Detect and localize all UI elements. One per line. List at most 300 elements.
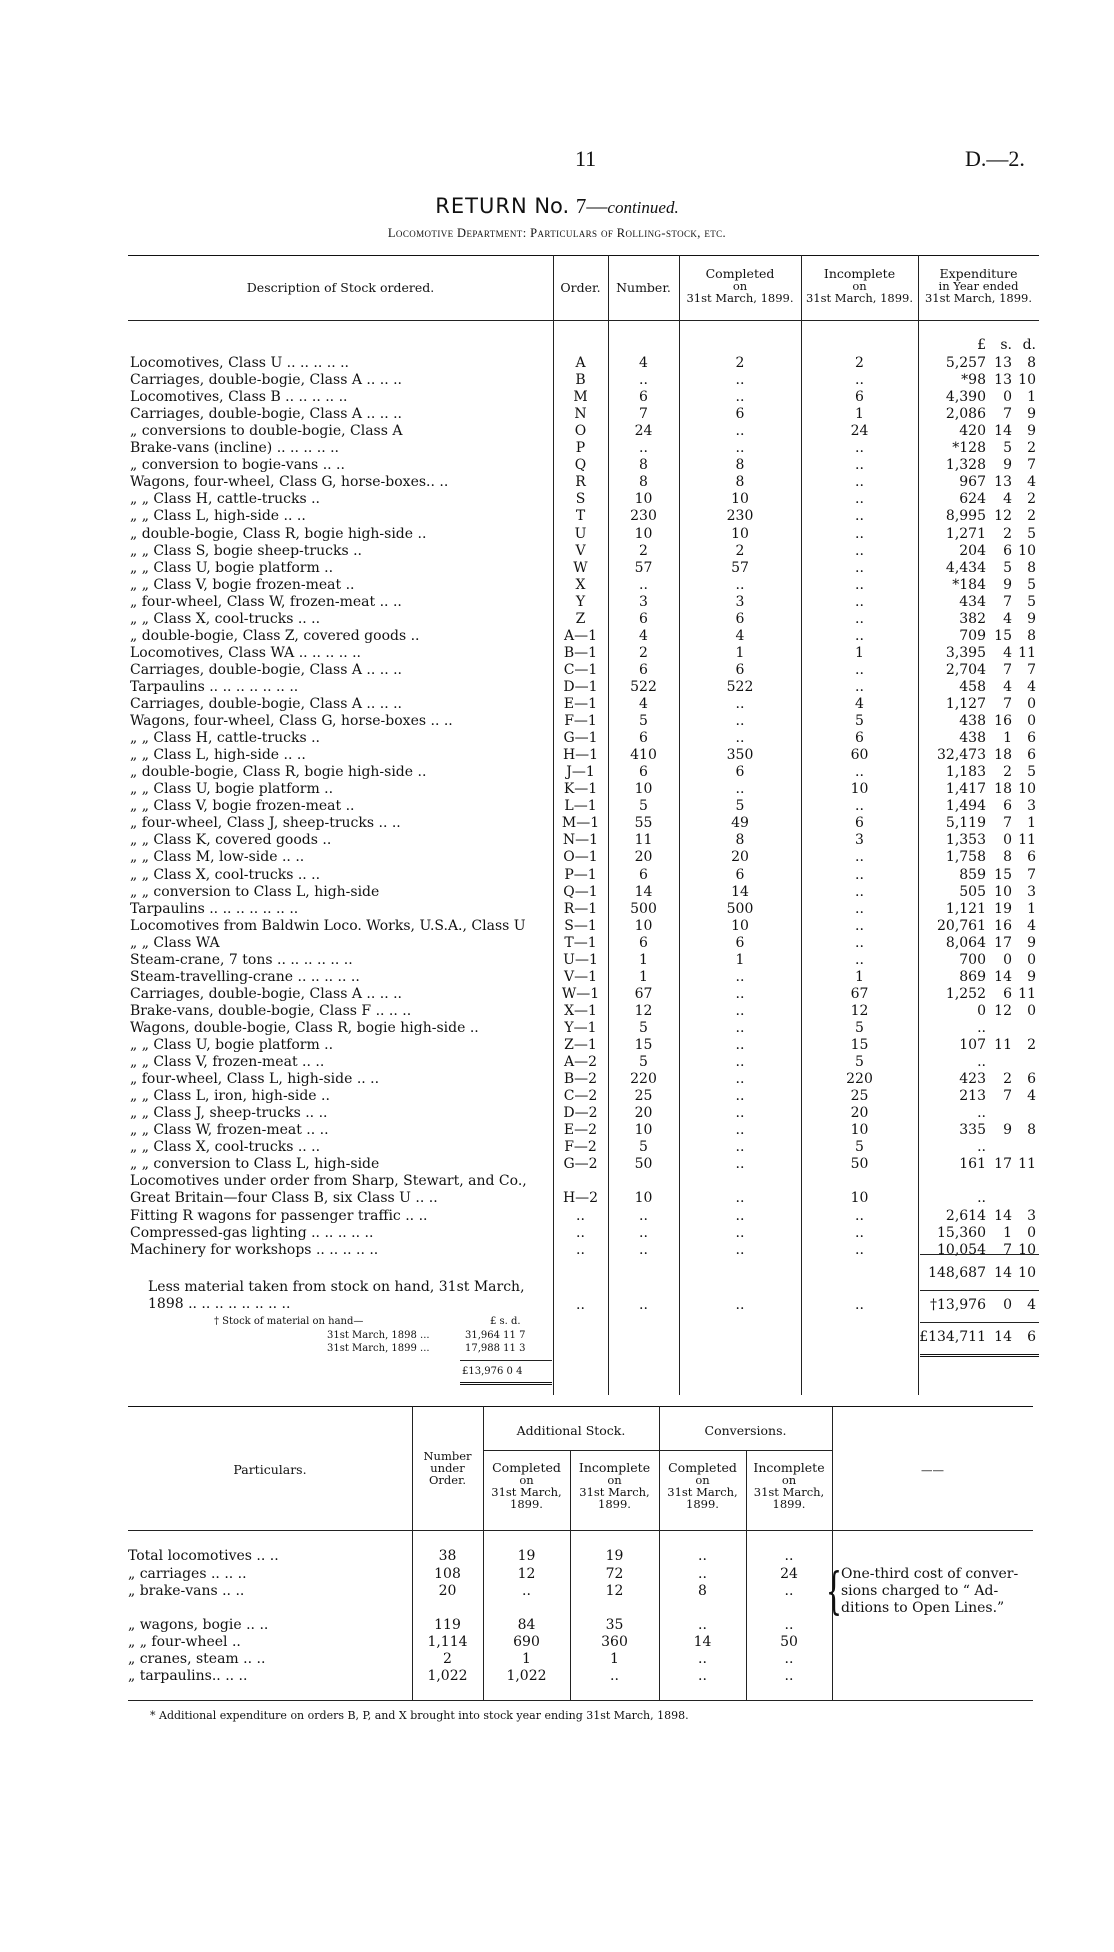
row-order: J—1	[566, 764, 595, 780]
row-number: 11	[634, 832, 653, 848]
summary-number: 20	[438, 1583, 457, 1599]
row-completed: ..	[735, 1139, 745, 1155]
row-d: 11	[1018, 1156, 1036, 1172]
row-d: 2	[1027, 440, 1036, 456]
return-no: No.	[534, 194, 570, 218]
row-l: 5,257	[945, 355, 986, 371]
row-description: „ double-bogie, Class R, bogie high-side ..	[130, 764, 427, 780]
row-order: M	[573, 389, 588, 405]
row-d: 5	[1027, 526, 1036, 542]
row-completed: ..	[735, 1003, 745, 1019]
row-number: 4	[639, 355, 648, 371]
row-description: Locomotives, Class WA .. .. .. .. ..	[130, 645, 361, 661]
row-number: 67	[634, 986, 653, 1002]
row-l: 204	[959, 543, 986, 559]
header-line: Incomplete	[753, 1460, 825, 1475]
summary-number: 108	[434, 1566, 461, 1582]
row-incomplete: ..	[855, 1208, 864, 1224]
row-s	[990, 1054, 1012, 1071]
row-order: W	[573, 560, 588, 576]
row-description: „ „ conversion to Class L, high-side	[130, 884, 380, 900]
header-line: 31st March, 1899.	[924, 291, 1033, 305]
row-d: 0	[1027, 696, 1036, 712]
row-completed: ..	[735, 440, 745, 456]
row-incomplete: 1	[855, 406, 864, 422]
row-completed: ..	[735, 1054, 745, 1070]
row-incomplete: ..	[855, 935, 864, 951]
row-d: 4	[1027, 474, 1036, 490]
row-description: Great Britain—four Class B, six Class U .. ..	[130, 1190, 438, 1206]
row-number: 50	[634, 1156, 653, 1172]
row-l: 1,417	[945, 781, 986, 797]
row-l: 1,183	[945, 764, 986, 780]
t2-header-conversions: Conversions.	[704, 1423, 787, 1438]
row-incomplete: ..	[855, 508, 864, 524]
row-completed: 20	[731, 849, 749, 865]
row-incomplete: 10	[850, 1190, 869, 1206]
row-d: 3	[1027, 798, 1036, 814]
row-completed: 49	[731, 815, 749, 831]
row-order: H—2	[562, 1190, 599, 1206]
row-incomplete: ..	[855, 798, 864, 814]
row-incomplete: ..	[855, 679, 864, 695]
row-number: 5	[639, 1020, 648, 1036]
row-d: 2	[1027, 508, 1036, 524]
summary-add-incomplete: ..	[610, 1668, 619, 1684]
row-number: 10	[634, 1122, 653, 1138]
row-description: „ four-wheel, Class W, frozen-meat .. ..	[130, 594, 402, 610]
row-number: 500	[630, 901, 657, 917]
row-l: 1,127	[945, 696, 986, 712]
row-order: W—1	[561, 986, 600, 1002]
row-s: 6	[1003, 986, 1012, 1002]
page-number: 11	[575, 146, 597, 171]
row-l: 1,252	[945, 986, 986, 1002]
subtotal-pence: 10	[1018, 1265, 1036, 1281]
row-incomplete: 1	[855, 969, 864, 985]
header-order: Order.	[560, 280, 601, 295]
row-incomplete: 10	[850, 781, 869, 797]
row-s: 14	[994, 969, 1012, 985]
row-order: R—1	[563, 901, 598, 917]
row-description: „ „ Class K, covered goods ..	[130, 832, 332, 848]
row-s: 0	[1003, 389, 1012, 405]
row-order: B	[575, 372, 586, 388]
row-number: 8	[639, 474, 648, 490]
row-description: „ „ Class J, sheep-trucks .. ..	[130, 1105, 328, 1121]
row-order: O—1	[563, 849, 598, 865]
summary-add-incomplete: 19	[605, 1548, 624, 1564]
row-d: 8	[1027, 1122, 1036, 1138]
table2-col-rule	[659, 1530, 660, 1700]
row-order: V	[575, 543, 586, 559]
row-number: ..	[639, 577, 648, 593]
row-l: 1,328	[945, 457, 986, 473]
row-d: 6	[1027, 730, 1036, 746]
row-completed: 4	[735, 628, 745, 644]
summary-number: 2	[443, 1651, 452, 1667]
row-d: 3	[1027, 1208, 1036, 1224]
row-description: „ „ Class H, cattle-trucks ..	[130, 491, 320, 507]
row-d: 9	[1027, 935, 1036, 951]
row-s	[990, 1190, 1012, 1207]
row-l: 2,086	[945, 406, 986, 422]
row-order: V—1	[563, 969, 598, 985]
table2-header-rule	[128, 1530, 1033, 1531]
table1-col-rule	[918, 255, 919, 1395]
row-s: 17	[994, 935, 1012, 951]
less-completed: ..	[735, 1297, 745, 1313]
row-s	[990, 1020, 1012, 1037]
summary-row-label: „ „ four-wheel ..	[128, 1634, 241, 1650]
row-order: E—2	[563, 1122, 598, 1138]
header-expenditure	[918, 268, 1039, 304]
row-d: 6	[1027, 849, 1036, 865]
row-s: 1	[1003, 1225, 1012, 1241]
row-number: 2	[639, 645, 648, 661]
summary-add-completed: 690	[513, 1634, 540, 1650]
row-d	[1014, 1139, 1036, 1156]
row-number: 12	[634, 1003, 653, 1019]
row-number: 20	[634, 849, 653, 865]
row-d: 5	[1027, 594, 1036, 610]
row-s: 17	[994, 1156, 1012, 1172]
row-d: 11	[1018, 645, 1036, 661]
row-order: O	[574, 423, 587, 439]
header-line: in Year ended	[938, 279, 1019, 293]
row-d: 3	[1027, 884, 1036, 900]
row-completed: ..	[735, 969, 745, 985]
row-number: 6	[639, 662, 648, 678]
row-description: Locomotives from Baldwin Loco. Works, U.S.A., Class U	[130, 918, 526, 934]
row-incomplete: ..	[855, 867, 864, 883]
row-l: 32,473	[937, 747, 986, 763]
t2-header-conv-incomplete	[746, 1462, 832, 1510]
table2-col-rule	[570, 1530, 571, 1700]
row-l: 438	[959, 713, 986, 729]
row-description: Locomotives, Class B .. .. .. .. ..	[130, 389, 348, 405]
row-s: 12	[994, 508, 1012, 524]
row-s: 13	[994, 355, 1012, 371]
row-d	[1014, 1054, 1036, 1071]
row-completed: ..	[735, 1122, 745, 1138]
row-description: „ „ Class L, iron, high-side ..	[130, 1088, 330, 1104]
row-number: ..	[639, 1242, 648, 1258]
subtotal-shillings: 14	[994, 1265, 1012, 1281]
t2-header-conv-completed	[659, 1462, 746, 1510]
row-description: „ „ Class V, frozen-meat .. ..	[130, 1054, 325, 1070]
row-number: 10	[634, 526, 653, 542]
row-incomplete: 6	[855, 389, 864, 405]
row-number: 6	[639, 389, 648, 405]
row-completed: 350	[726, 747, 754, 763]
row-incomplete: ..	[855, 918, 864, 934]
row-number: 1	[639, 952, 648, 968]
row-order: Z—1	[564, 1037, 597, 1053]
row-d: 11	[1018, 832, 1036, 848]
header-line: 31st March, 1899.	[686, 291, 794, 305]
row-number: ..	[639, 440, 648, 456]
row-completed: 14	[731, 884, 749, 900]
row-description: „ „ Class M, low-side .. ..	[130, 849, 305, 865]
row-incomplete: 5	[855, 713, 864, 729]
row-incomplete: 2	[855, 355, 864, 371]
row-number: 3	[639, 594, 648, 610]
row-order: Q—1	[563, 884, 598, 900]
less-line1: Less material taken from stock on hand, 31st March,	[148, 1279, 525, 1295]
t2-header-additional: Additional Stock.	[516, 1423, 626, 1438]
brace-icon: {	[825, 1562, 842, 1620]
row-description: „ „ Class X, cool-trucks .. ..	[130, 611, 321, 627]
row-s: 18	[994, 781, 1012, 797]
header-line: on	[781, 1473, 797, 1487]
row-order: R	[575, 474, 586, 490]
row-l: *184	[952, 577, 986, 593]
header-description: Description of Stock ordered.	[246, 280, 435, 295]
row-number: 4	[639, 696, 648, 712]
subtotal-rule	[920, 1254, 1039, 1255]
header-line: 31st March, 1899.	[805, 291, 914, 305]
row-description: „ „ Class H, cattle-trucks ..	[130, 730, 320, 746]
row-d: 9	[1027, 611, 1036, 627]
row-l: 213	[959, 1088, 986, 1104]
row-incomplete: 5	[855, 1020, 864, 1036]
row-number: 6	[639, 764, 648, 780]
row-description: „ double-bogie, Class Z, covered goods ..	[130, 628, 420, 644]
row-completed: 500	[726, 901, 754, 917]
conversion-note	[841, 1566, 1018, 1617]
header-line: Incomplete	[578, 1460, 651, 1475]
row-description: Wagons, four-wheel, Class G, horse-boxes .. ..	[130, 713, 453, 729]
row-incomplete: 4	[855, 696, 864, 712]
row-incomplete: ..	[855, 901, 864, 917]
row-l: 1,353	[945, 832, 986, 848]
row-completed: 522	[726, 679, 754, 695]
row-incomplete: ..	[855, 372, 864, 388]
less-pence: 4	[1027, 1297, 1036, 1313]
total-pounds: £134,711	[919, 1329, 986, 1345]
note-line: ditions to Open Lines.”	[841, 1600, 1005, 1616]
stock-note-rule	[460, 1360, 552, 1361]
stock-note-line2-value: 17,988 11 3	[465, 1343, 526, 1354]
row-number: 6	[639, 611, 648, 627]
row-order: D—1	[563, 679, 598, 695]
row-incomplete: 24	[850, 423, 869, 439]
less-pounds: †13,976	[930, 1297, 986, 1313]
row-incomplete: 15	[850, 1037, 869, 1053]
row-number: 230	[630, 508, 657, 524]
row-completed: ..	[735, 372, 745, 388]
row-completed: ..	[735, 1225, 745, 1241]
row-d	[1014, 1105, 1036, 1122]
table1-header-rule	[128, 320, 1039, 321]
t2-header-number	[412, 1450, 483, 1486]
row-order: B—1	[563, 645, 598, 661]
row-s: 4	[1003, 679, 1012, 695]
row-s: 16	[994, 918, 1012, 934]
row-l: 10,054	[937, 1242, 986, 1258]
row-s: 4	[1003, 491, 1012, 507]
row-order: N	[574, 406, 587, 422]
row-description: „ conversions to double-bogie, Class A	[130, 423, 403, 439]
row-l: 438	[959, 730, 986, 746]
row-s: 2	[1003, 526, 1012, 542]
row-incomplete: 6	[855, 815, 864, 831]
row-description: Carriages, double-bogie, Class A .. .. ..	[130, 406, 402, 422]
summary-conv-completed: 14	[693, 1634, 712, 1650]
return-title	[0, 194, 1114, 219]
row-description: „ „ Class W, frozen-meat .. ..	[130, 1122, 329, 1138]
row-incomplete: ..	[855, 457, 864, 473]
summary-conv-completed: ..	[698, 1566, 707, 1582]
row-number: 5	[639, 713, 648, 729]
table2-col-rule	[746, 1530, 747, 1700]
row-l: ..	[977, 1190, 986, 1206]
header-line: on	[519, 1473, 534, 1487]
header-line: 1899.	[772, 1497, 806, 1511]
row-l: 420	[959, 423, 986, 439]
row-incomplete: ..	[855, 849, 864, 865]
row-number: 8	[639, 457, 648, 473]
row-description: Locomotives, Class U .. .. .. .. ..	[130, 355, 349, 371]
row-order	[553, 1173, 608, 1190]
row-number	[608, 1173, 679, 1190]
row-order: B—2	[563, 1071, 598, 1087]
row-completed: 6	[735, 867, 745, 883]
header-completed	[679, 268, 801, 304]
row-l: 382	[959, 611, 986, 627]
row-s: 7	[1003, 1088, 1012, 1104]
row-incomplete: 6	[855, 730, 864, 746]
row-d: 7	[1027, 662, 1036, 678]
row-completed: 1	[735, 952, 745, 968]
t2-header-add-completed	[483, 1462, 570, 1510]
row-completed: ..	[735, 1088, 745, 1104]
row-order: Z	[575, 611, 586, 627]
row-order: P—1	[564, 867, 597, 883]
row-s: 7	[1003, 815, 1012, 831]
header-line: Number	[423, 1449, 472, 1463]
summary-row-label: „ wagons, bogie .. ..	[128, 1617, 269, 1633]
row-s: 4	[1003, 611, 1012, 627]
row-s: 0	[1003, 952, 1012, 968]
row-order: C—1	[563, 662, 598, 678]
row-completed: ..	[735, 577, 745, 593]
row-l: 2,614	[945, 1208, 986, 1224]
row-s: 15	[994, 628, 1012, 644]
row-l: 967	[959, 474, 986, 490]
row-description: „ conversion to bogie-vans .. ..	[130, 457, 345, 473]
row-d: 0	[1027, 713, 1036, 729]
header-incomplete	[801, 268, 918, 304]
row-d: 6	[1027, 1071, 1036, 1087]
row-description: „ „ Class V, bogie frozen-meat ..	[130, 577, 355, 593]
row-d: 8	[1027, 560, 1036, 576]
summary-add-incomplete: 12	[605, 1583, 624, 1599]
row-l: ..	[977, 1054, 986, 1070]
currency-pence: d.	[1022, 337, 1036, 353]
summary-row-label: Total locomotives .. ..	[128, 1548, 279, 1564]
row-completed: 6	[735, 406, 745, 422]
summary-conv-completed: ..	[698, 1651, 707, 1667]
row-d: 9	[1027, 969, 1036, 985]
row-order: P	[575, 440, 586, 456]
footnote: * Additional expenditure on orders B, P, and X brought into stock year ending 31st March, 1898.	[150, 1709, 689, 1722]
row-number: 10	[634, 491, 653, 507]
row-s: 19	[994, 901, 1012, 917]
row-description: „ „ Class WA	[130, 935, 220, 951]
row-s: 7	[1003, 662, 1012, 678]
header-line: 1899.	[510, 1497, 543, 1511]
row-number: 15	[634, 1037, 653, 1053]
row-l: 161	[959, 1156, 986, 1172]
row-s: 6	[1003, 543, 1012, 559]
row-s: 7	[1003, 696, 1012, 712]
row-l: 859	[959, 867, 986, 883]
summary-row-label: „ tarpaulins.. .. ..	[128, 1668, 248, 1684]
row-description: „ „ Class X, cool-trucks .. ..	[130, 1139, 321, 1155]
row-d: 2	[1027, 1037, 1036, 1053]
row-completed: 10	[731, 526, 749, 542]
row-incomplete: ..	[855, 526, 864, 542]
row-d: 1	[1027, 901, 1036, 917]
row-d: 4	[1027, 679, 1036, 695]
row-l: 709	[959, 628, 986, 644]
row-incomplete: ..	[855, 543, 864, 559]
row-d: 1	[1027, 815, 1036, 831]
summary-add-incomplete: 72	[605, 1566, 624, 1582]
row-s: 1	[1003, 730, 1012, 746]
row-order: S	[575, 491, 586, 507]
row-order: ..	[576, 1242, 585, 1258]
summary-add-completed: 1	[522, 1651, 531, 1667]
row-number: ..	[639, 1208, 648, 1224]
row-completed: 6	[735, 611, 745, 627]
header-line: under	[430, 1461, 465, 1475]
row-s: 18	[994, 747, 1012, 763]
row-number: ..	[639, 372, 648, 388]
row-s: 5	[1003, 560, 1012, 576]
row-d: 4	[1027, 1088, 1036, 1104]
row-order: Y	[575, 594, 586, 610]
note-line: sions charged to “ Ad-	[841, 1583, 999, 1599]
row-d: 8	[1027, 355, 1036, 371]
summary-number: 1,022	[427, 1668, 468, 1684]
row-completed: 10	[731, 918, 749, 934]
stock-note-line1-value: 31,964 11 7	[465, 1330, 526, 1341]
row-completed: 57	[731, 560, 749, 576]
t2-header-add-incomplete	[570, 1462, 659, 1510]
header-line: 1899.	[686, 1497, 719, 1511]
row-order: ..	[576, 1225, 585, 1241]
row-incomplete	[801, 1173, 918, 1190]
row-completed: 10	[731, 491, 749, 507]
header-line: Incomplete	[823, 266, 896, 281]
row-s: 2	[1003, 1071, 1012, 1087]
row-order: T	[575, 508, 586, 524]
summary-number: 119	[434, 1617, 461, 1633]
row-l: 458	[959, 679, 986, 695]
row-incomplete: 5	[855, 1139, 864, 1155]
row-completed: ..	[735, 1156, 745, 1172]
row-s: 14	[994, 423, 1012, 439]
currency-pound: £	[977, 337, 986, 353]
header-line: 31st March,	[753, 1485, 825, 1499]
row-completed: 6	[735, 764, 745, 780]
row-d: 0	[1027, 1225, 1036, 1241]
row-order: ..	[576, 1208, 585, 1224]
less-line2: 1898 .. .. .. .. .. .. .. ..	[148, 1296, 291, 1312]
